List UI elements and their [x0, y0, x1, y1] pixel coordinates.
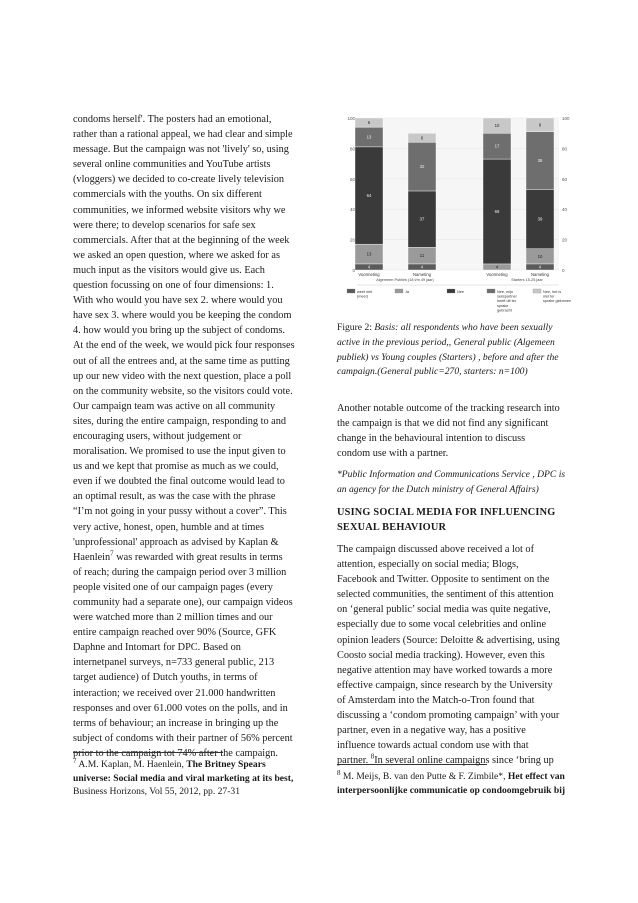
left-line: entire campaign reached over 90% (Source, GFK — [73, 627, 277, 639]
left-line: much input as the visitors would give us. Each — [73, 264, 265, 276]
left-line: rather than a rational appeal, we had clear and simple — [73, 129, 293, 141]
footnote-rule — [337, 764, 487, 765]
bar-value-label: 64 — [366, 193, 372, 199]
left-line: terms of behaviour; an increase in bringing up the — [73, 717, 279, 729]
note-line: *Public Information and Communications Service , DPC is — [337, 469, 566, 480]
footnote-title-cont: interpersoonlijke communicatie op condoomgebruik bij — [337, 784, 566, 796]
group-label: Starters 15-25 jaar — [511, 278, 543, 282]
left-line: 4. how would you bring up the subject of condoms. — [73, 325, 285, 337]
left-line: moralisation. We promised to use the input given to — [73, 446, 286, 458]
left-line: up our new video with the next question, place a poll — [73, 370, 292, 382]
left-line: people visited one of our campaign pages (every — [73, 581, 273, 593]
bar-value-label: 4 — [538, 264, 542, 270]
right-line: influence towards actual condom use with that — [337, 740, 529, 752]
left-line: we asked an open question, where we asked for as — [73, 249, 281, 261]
right-line: of Amsterdam into the Match-o-Tron found that — [337, 694, 535, 706]
left-line: on the community website, so the visitors could vote. — [73, 385, 293, 397]
right-line: Another notable outcome of the tracking research into — [337, 403, 560, 414]
x-category-label: Nameting — [531, 272, 549, 277]
right-line: partner, even in a negative way, has a positive — [337, 725, 526, 737]
y2-tick-label: 20 — [562, 237, 568, 243]
y-tick-label: 80 — [349, 146, 355, 152]
left-line-part: was rewarded with great results in terms — [113, 551, 283, 563]
footnote-ref-7[interactable]: 7 — [110, 549, 114, 558]
bar-value-label: 39 — [537, 216, 543, 222]
right-line: attention, especially on social media; Blogs, — [337, 559, 519, 571]
bar-value-label: 11 — [419, 253, 425, 259]
right-line: selected communities, the sentiment of this attention — [337, 589, 554, 601]
right-line: The campaign discussed above received a lot of — [337, 544, 534, 555]
legend-label: sekspartner — [497, 294, 517, 299]
left-line: message. But the campaign was not 'lively' so, using — [73, 144, 289, 156]
footnote-title: Het effect van — [507, 771, 565, 782]
right-line: effective campaign, since research by the University — [337, 679, 553, 691]
y-tick-label: 20 — [349, 237, 355, 243]
right-line: especially due to some vocal celebrities and online — [337, 619, 547, 631]
left-line: condoms herself'. The posters had an emotional, — [73, 114, 272, 125]
left-line-with-footnote-ref — [73, 550, 305, 565]
paragraph-social-media — [337, 542, 569, 768]
right-line: the campaign is that we did not find any significant — [337, 418, 549, 430]
y2-tick-label: 80 — [562, 146, 568, 152]
legend-swatch — [395, 289, 403, 293]
legend-label: heeft dit ter — [497, 299, 516, 304]
footnote-8 — [337, 770, 573, 797]
caption-text: Basis: all respondents who have been sexually active in the previous period,, General public (Algemeen publiek) vs Young couples (Starters) , before and after the campaign.(General public=270, starters: n=100) — [337, 322, 559, 378]
footnote-number: 7 — [73, 756, 77, 765]
legend-label: gebracht — [497, 308, 512, 313]
legend-label: sprake gekomen — [543, 299, 572, 304]
right-line: Facebook and Twitter. Opposite to sentiment on the — [337, 574, 550, 586]
figure-caption — [337, 321, 565, 380]
left-line: were there; to develop scenarios for safe sex — [73, 219, 256, 231]
y-tick-label: 100 — [347, 116, 355, 121]
legend-label: niet ter — [543, 294, 555, 299]
agency-note — [337, 467, 569, 497]
bar-value-label: 69 — [494, 208, 500, 214]
group-label: Algemeen Publiek (18 t/m 49 jaar) — [376, 278, 434, 282]
bar-value-label: 17 — [494, 143, 500, 149]
legend-label: Nee — [457, 290, 464, 294]
bar-value-label: 9 — [538, 122, 542, 128]
legend-swatch — [487, 289, 495, 293]
footnote-ref-8[interactable]: 8 — [370, 752, 375, 761]
left-line: commercials with the youths. On six different — [73, 189, 262, 201]
right-line-part: In several online campaigns since ‘bring up — [374, 755, 554, 767]
left-line-part: Haenlein — [73, 551, 111, 563]
footnote-authors: M. Meijs, B. van den Putte & F. Zimbile*, — [340, 771, 508, 782]
left-line: responses and over 61.000 votes on the polls, and in — [73, 702, 288, 714]
bar-value-label: 13 — [366, 251, 372, 257]
left-line: (vloggers) we decided to co-create lively television — [73, 174, 285, 186]
left-line: communities, we informed website visitors why we — [73, 204, 286, 216]
left-line: even if we doubted the final outcome would lead to — [73, 476, 285, 488]
legend-label: Nee, mijn — [497, 290, 514, 294]
right-line-part: partner. — [337, 755, 369, 767]
left-line: prior to the campaign tot 74% after the campaign. — [73, 747, 279, 759]
legend-label: Nee, het is — [543, 290, 562, 294]
left-line: of reach; during the campaign period over 3 million — [73, 566, 287, 578]
y2-tick-label: 40 — [562, 207, 568, 213]
left-line: encouraging users, without judgement or — [73, 430, 242, 442]
y2-tick-label: 0 — [562, 268, 565, 273]
bar-value-label: 4 — [420, 264, 424, 270]
paragraph-tracking-outcome — [337, 401, 569, 461]
legend-swatch — [347, 289, 355, 293]
bar-value-label: 4 — [367, 264, 371, 270]
x-category-label: Voormeting — [358, 272, 380, 277]
left-line: With who would you have sex 2. where would you — [73, 295, 283, 307]
footnote-source: Business Horizons, Vol 55, 2012, pp. 27-31 — [73, 786, 241, 797]
bar-value-label: 4 — [495, 264, 499, 270]
left-line: community had a separate one), our campaign videos — [73, 597, 293, 608]
figure-2-chart — [337, 112, 577, 313]
bar-value-label: 10 — [537, 253, 543, 259]
y2-tick-label: 60 — [562, 176, 568, 182]
right-line: opinion leaders (Source: Deloitte & advertising, using — [337, 634, 560, 646]
left-line: out of all the entrees and, at the same time as putting — [73, 355, 290, 367]
left-line: very active, honest, open, humble and at times — [73, 521, 265, 533]
legend-label: Ja — [405, 290, 410, 294]
left-line: target audience) of Dutch youths, in terms of — [73, 672, 258, 684]
right-line: condom use with a partner. — [337, 448, 449, 460]
left-line: commercials. After that at the beginning of the week — [73, 234, 290, 246]
bar-value-label: 6 — [420, 135, 424, 141]
left-line: “I’m not going in your pussy without a cover”. This — [73, 506, 287, 518]
heading-line: USING SOCIAL MEDIA FOR INFLUENCING — [337, 507, 556, 518]
x-category-label: Nameting — [413, 272, 431, 277]
right-line: on ‘general public’ social media was quite negative, — [337, 604, 551, 616]
left-line: sites, during the entire campaign, responding to and — [73, 415, 287, 427]
section-heading — [337, 505, 569, 535]
footnote-number: 8 — [337, 768, 341, 777]
left-line: subject of condoms with their partner of 56% percent — [73, 732, 293, 744]
left-line: At the end of the week, we would pick four responses — [73, 340, 295, 352]
left-line: were watched more than 2 million times and our — [73, 612, 273, 624]
right-line: change in the behavioural intention to discuss — [337, 433, 526, 445]
left-line: us and we kept that promise as much as we could, — [73, 461, 279, 473]
right-line-with-footnote-ref — [337, 753, 569, 768]
caption-lead: Figure 2: — [337, 322, 375, 333]
bar-value-label: 32 — [419, 164, 425, 170]
footnote-rule — [73, 752, 223, 753]
left-line: internetpanel surveys, n=733 general public, 213 — [73, 657, 275, 669]
footnote-7 — [73, 758, 309, 799]
legend-label: sprake — [497, 303, 509, 308]
bar-value-label: 38 — [537, 158, 543, 164]
footnote-title: The Britney Spears — [186, 759, 266, 770]
x-category-label: Voormeting — [486, 272, 508, 277]
legend-label: weet niet — [357, 290, 373, 294]
stacked-bar-chart — [337, 112, 577, 313]
left-column-text — [73, 112, 305, 761]
y-tick-label: 40 — [349, 207, 355, 213]
footnote-authors: A.M. Kaplan, M. Haenlein, — [76, 759, 187, 770]
left-line: interaction; we received over 21.000 handwritten — [73, 687, 276, 699]
bar-value-label: 37 — [419, 216, 425, 222]
right-line: discussing a ‘condom promoting campaign’ with your — [337, 710, 560, 722]
right-line: negative attention may have worked towards a more — [337, 664, 553, 676]
legend-swatch — [447, 289, 455, 293]
left-line: 'unprofessional' approach as advised by Kaplan & — [73, 536, 279, 548]
legend-swatch — [533, 289, 541, 293]
heading-line: SEXUAL BEHAVIOUR — [337, 522, 447, 534]
left-line: question focussing on one of four dimensions: 1. — [73, 280, 274, 292]
left-line: Daphne and Intomart for DPC. Based on — [73, 642, 241, 654]
note-line: an agency for the Dutch ministry of General Affairs) — [337, 484, 539, 495]
right-line: Coosto social media tracking). However, even this — [337, 649, 545, 661]
left-line: an optimal result, as was the case with the phrase — [73, 491, 276, 503]
left-line: several online communities and YouTube artists — [73, 159, 271, 171]
y2-tick-label: 100 — [562, 116, 570, 121]
y-tick-label: 0 — [352, 268, 355, 273]
left-line: Our campaign team was active on all community — [73, 400, 276, 412]
bar-value-label: 6 — [367, 120, 371, 126]
legend-label: (meer) — [357, 294, 369, 299]
y-tick-label: 60 — [349, 176, 355, 182]
bar-value-label: 13 — [366, 134, 372, 140]
left-line: have sex 3. where would you be keeping the condom — [73, 310, 292, 322]
footnote-title-cont: universe: Social media and viral marketing at its best, — [73, 772, 294, 784]
bar-value-label: 10 — [494, 123, 500, 129]
